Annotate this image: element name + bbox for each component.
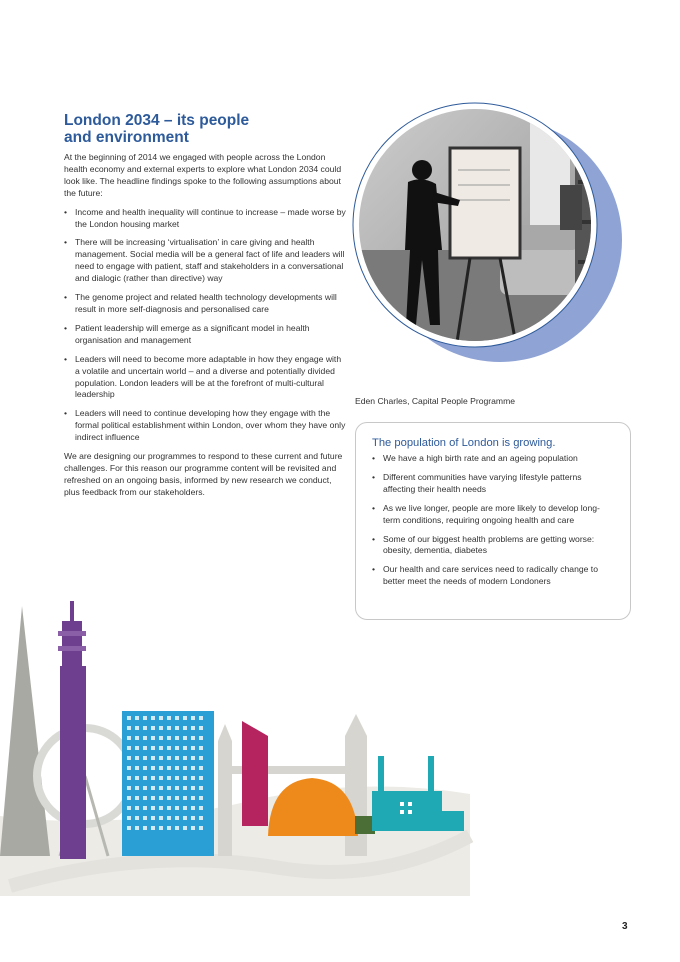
callout-item: • Different communities have varying lifestyle patterns affecting their health needs bbox=[372, 472, 616, 496]
callout-list bbox=[372, 453, 616, 588]
shard-building bbox=[0, 606, 50, 856]
section-title-line-2: and environment bbox=[64, 129, 189, 146]
blue-office-block bbox=[122, 711, 214, 856]
assumption-item: • Leaders will need to continue developing how they engage with the formal political establishment within London, over whom they have only indirect influence bbox=[64, 408, 346, 444]
photo-illustration bbox=[350, 100, 628, 378]
main-text-column bbox=[64, 152, 346, 506]
section-title bbox=[64, 112, 344, 146]
population-callout-box bbox=[355, 422, 631, 620]
section-title-line-1: London 2034 – its people bbox=[64, 112, 250, 129]
circular-photo bbox=[350, 100, 628, 378]
orange-dome bbox=[268, 778, 358, 836]
intro-paragraph: At the beginning of 2014 we engaged with people across the London health economy and external experts to explore what London 2034 could look like. The headline findings spoke to the following assumptions about the future: bbox=[64, 152, 342, 198]
assumption-item: • Income and health inequality will continue to increase – made worse by the London housing market bbox=[64, 207, 346, 231]
callout-item: • Our health and care services need to radically change to better meet the needs of modern Londoners bbox=[372, 564, 616, 588]
closing-paragraph: We are designing our programmes to respond to these current and future challenges. For this reason our programme content will be revisited and refreshed on an ongoing basis, informed by new research we conduct, plus feedback from our stakeholders. bbox=[64, 451, 343, 497]
assumption-item: • There will be increasing ‘virtualisation’ in care giving and health management. Social media will be a general fact of life and leaders will need to engage with patient, staff and stakeholders in a conversational and dialogic (rather than directive) way bbox=[64, 237, 346, 285]
assumption-item: • The genome project and related health technology developments will result in more self-diagnosis and personalised care bbox=[64, 292, 346, 316]
page-number: 3 bbox=[622, 921, 628, 932]
callout-item: • We have a high birth rate and an ageing population bbox=[372, 453, 616, 465]
assumption-item: • Patient leadership will emerge as a significant model in health organisation and management bbox=[64, 323, 346, 347]
callout-item: • As we live longer, people are more likely to develop long-term conditions, requiring ongoing health and care bbox=[372, 503, 616, 527]
assumption-item: • Leaders will need to become more adaptable in how they engage with a volatile and uncertain world – and a diverse and potentially divided population. London leaders will be at the forefront of multi-cultural leadership bbox=[64, 354, 346, 402]
photo-caption: Eden Charles, Capital People Programme bbox=[355, 396, 516, 406]
magenta-building bbox=[242, 721, 268, 826]
assumptions-list bbox=[64, 207, 346, 444]
bt-tower bbox=[58, 601, 86, 859]
callout-title: The population of London is growing. bbox=[372, 437, 556, 449]
callout-item: • Some of our biggest health problems are getting worse: obesity, dementia, diabetes bbox=[372, 534, 616, 558]
london-skyline-illustration bbox=[0, 596, 520, 896]
